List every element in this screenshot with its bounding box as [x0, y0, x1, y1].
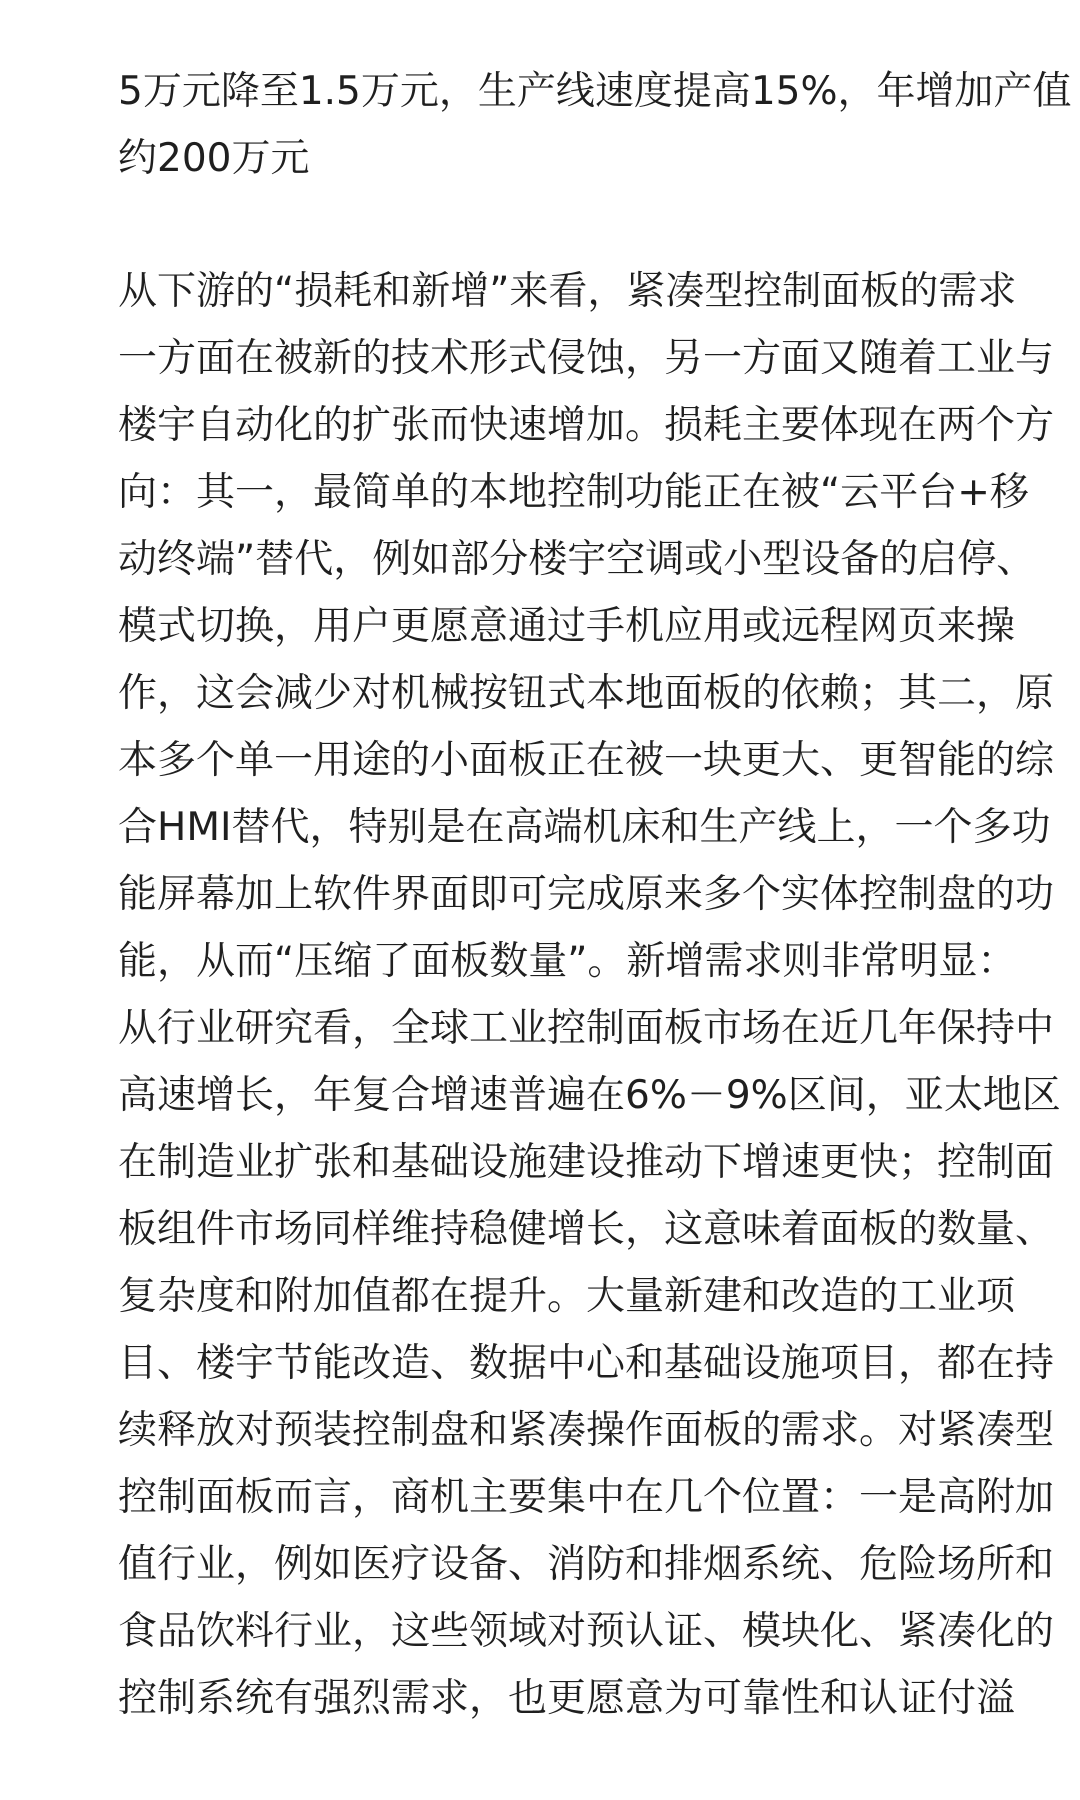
text-line: 复杂度和附加值都在提升。大量新建和改造的工业项: [118, 1274, 1016, 1319]
text-line: 板组件市场同样维持稳健增长，这意味着面板的数量、: [118, 1207, 1055, 1252]
text-line: 约200万元: [118, 136, 310, 181]
text-line: 值行业，例如医疗设备、消防和排烟系统、危险场所和: [118, 1542, 1055, 1587]
text-line: 楼宇自动化的扩张而快速增加。损耗主要体现在两个方: [118, 403, 1055, 448]
text-line: 本多个单一用途的小面板正在被一块更大、更智能的综: [118, 738, 1055, 783]
text-line: 从行业研究看，全球工业控制面板市场在近几年保持中: [118, 1006, 1055, 1051]
text-line: 从下游的“损耗和新增”来看，紧凑型控制面板的需求: [118, 269, 1017, 314]
text-line: 食品饮料行业，这些领域对预认证、模块化、紧凑化的: [118, 1609, 1055, 1654]
paragraph-gap: [118, 192, 980, 258]
text-line: 能，从而“压缩了面板数量”。新增需求则非常明显：: [118, 939, 1017, 984]
text-line: 在制造业扩张和基础设施建设推动下增速更快；控制面: [118, 1140, 1055, 1185]
text-line: 控制系统有强烈需求，也更愿意为可靠性和认证付溢: [118, 1676, 1016, 1721]
text-line: 向：其一，最简单的本地控制功能正在被“云平台+移: [118, 470, 1029, 515]
text-line: 续释放对预装控制盘和紧凑操作面板的需求。对紧凑型: [118, 1408, 1055, 1453]
paragraph-1: [118, 58, 1072, 192]
text-line: 控制面板而言，商机主要集中在几个位置：一是高附加: [118, 1475, 1055, 1520]
text-line: 高速增长，年复合增速普遍在6%－9%区间，亚太地区: [118, 1073, 1061, 1118]
text-line: 目、楼宇节能改造、数据中心和基础设施项目，都在持: [118, 1341, 1055, 1386]
text-line: 能屏幕加上软件界面即可完成原来多个实体控制盘的功: [118, 872, 1055, 917]
text-line: 5万元降至1.5万元，生产线速度提高15%，年增加产值: [118, 69, 1072, 114]
text-line: 一方面在被新的技术形式侵蚀，另一方面又随着工业与: [118, 336, 1055, 381]
text-line: 合HMI替代，特别是在高端机床和生产线上，一个多功: [118, 805, 1051, 850]
paragraph-2: [118, 258, 1061, 1732]
text-line: 作，这会减少对机械按钮式本地面板的依赖；其二，原: [118, 671, 1055, 716]
text-line: 模式切换，用户更愿意通过手机应用或远程网页来操: [118, 604, 1016, 649]
text-line: 动终端”替代，例如部分楼宇空调或小型设备的启停、: [118, 537, 1036, 582]
